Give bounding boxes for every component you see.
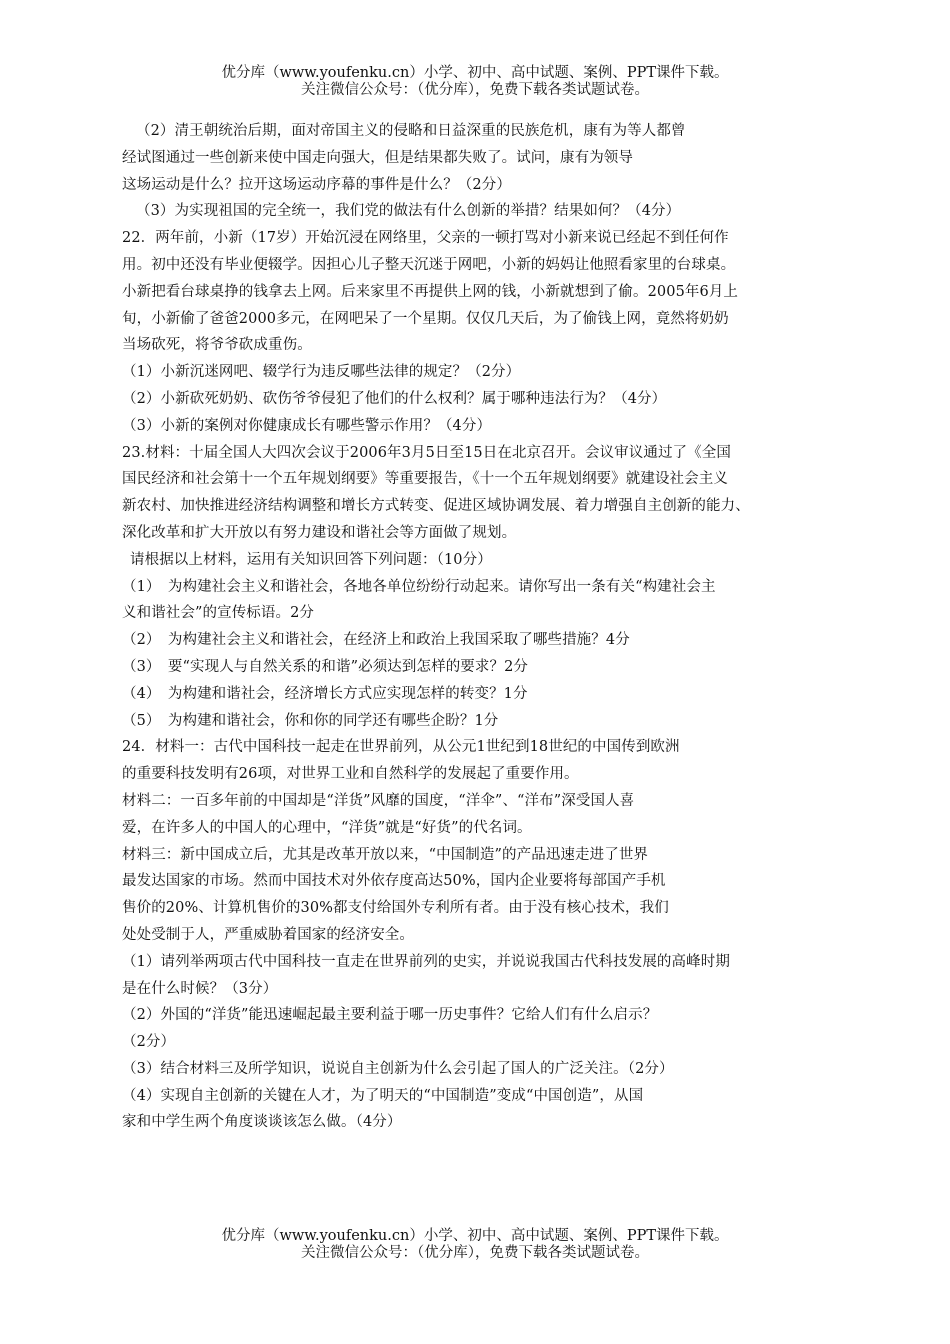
text-line: 新农村、加快推进经济结构调整和增长方式转变、促进区域协调发展、着力增强自主创新的能力、 xyxy=(122,498,750,515)
text-line: 处处受制于人，严重威胁着国家的经济安全。 xyxy=(122,926,414,943)
text-line: （2）清王朝统治后期，面对帝国主义的侵略和日益深重的民族危机，康有为等人都曾 xyxy=(136,123,686,139)
text-line: 22．两年前，小新（17岁）开始沉浸在网络里，父亲的一顿打骂对小新来说已经起不到任何作 xyxy=(122,230,729,247)
text-line: （3）小新的案例对你健康成长有哪些警示作用？（4分） xyxy=(122,417,492,434)
text-line: （5） 为构建和谐社会，你和你的同学还有哪些企盼？1分 xyxy=(122,712,499,729)
text-line: （3） 要“实现人与自然关系的和谐”必须达到怎样的要求？2分 xyxy=(122,658,529,675)
text-line: 爱，在许多人的中国人的心理中，“洋货”就是“好货”的代名词。 xyxy=(122,819,532,836)
header-line-1: 优分库（www.youfenku.cn）小学、初中、高中试题、案例、PPT课件下载。 xyxy=(221,65,729,81)
text-line: 23.材料：十届全国人大四次会议于2006年3月5日至15日在北京召开。会议审议通过了《全国 xyxy=(122,444,731,461)
text-line: 旬，小新偷了爸爸2000多元，在网吧呆了一个星期。仅仅几天后，为了偷钱上网，竟然将奶奶 xyxy=(122,310,729,327)
footer-line-1: 优分库（www.youfenku.cn）小学、初中、高中试题、案例、PPT课件下载。 xyxy=(221,1228,729,1244)
text-line: （2）小新砍死奶奶、砍伤爷爷侵犯了他们的什么权利？属于哪种违法行为？（4分） xyxy=(122,390,667,407)
text-line: 是在什么时候？（3分） xyxy=(122,980,278,997)
document-body xyxy=(122,118,852,1136)
text-line: 最发达国家的市场。然而中国技术对外依存度高达50%，国内企业要将每部国产手机 xyxy=(122,873,666,890)
text-line: （2） 为构建社会主义和谐社会，在经济上和政治上我国采取了哪些措施？4分 xyxy=(122,632,630,649)
text-line: 售价的20%、计算机售价的30%都支付给国外专利所有者。由于没有核心技术，我们 xyxy=(122,900,669,917)
text-line: （1） 为构建社会主义和谐社会，各地各单位纷纷行动起来。请你写出一条有关“构建社会主 xyxy=(122,578,716,595)
text-line: 材料三：新中国成立后，尤其是改革开放以来，“中国制造”的产品迅速走进了世界 xyxy=(122,846,649,863)
text-line: 请根据以上材料，运用有关知识回答下列问题：（10分） xyxy=(130,551,492,568)
text-line: 义和谐社会”的宣传标语。2分 xyxy=(122,605,315,622)
text-line: （3）为实现祖国的完全统一，我们党的做法有什么创新的举措？结果如何？（4分） xyxy=(136,203,681,220)
text-line: 经试图通过一些创新来使中国走向强大，但是结果都失败了。试问，康有为领导 xyxy=(122,149,633,166)
text-line: （4） 为构建和谐社会，经济增长方式应实现怎样的转变？1分 xyxy=(122,685,528,702)
text-line: 深化改革和扩大开放以有努力建设和谐社会等方面做了规划。 xyxy=(122,524,517,541)
text-line: （4）实现自主创新的关键在人才，为了明天的“中国制造”变成“中国创造”，从国 xyxy=(122,1087,644,1104)
page-header xyxy=(0,65,950,99)
header-line-2: 关注微信公众号：（优分库），免费下载各类试题试卷。 xyxy=(301,82,649,98)
text-line: 国民经济和社会第十一个五年规划纲要》等重要报告，《十一个五年规划纲要》就建设社会主义 xyxy=(122,471,728,488)
text-line: 小新把看台球桌挣的钱拿去上网。后来家里不再提供上网的钱，小新就想到了偷。2005年6月上 xyxy=(122,283,739,300)
text-line: 这场运动是什么？拉开这场运动序幕的事件是什么？（2分） xyxy=(122,176,511,193)
text-line: 的重要科技发明有26项，对世界工业和自然科学的发展起了重要作用。 xyxy=(122,766,579,783)
text-line: （1）请列举两项古代中国科技一直走在世界前列的史实，并说说我国古代科技发展的高峰时期 xyxy=(122,953,730,970)
text-line: （2）外国的“洋货”能迅速崛起最主要利益于哪一历史事件？它给人们有什么启示？ xyxy=(122,1007,658,1024)
text-line: （3）结合材料三及所学知识，说说自主创新为什么会引起了国人的广泛关注。（2分） xyxy=(122,1060,674,1077)
text-line: 24．材料一：古代中国科技一起走在世界前列，从公元1世纪到18世纪的中国传到欧洲 xyxy=(122,739,680,756)
text-line: 用。初中还没有毕业便辍学。因担心儿子整天沉迷于网吧，小新的妈妈让他照看家里的台球桌。 xyxy=(122,256,736,273)
text-line: （2分） xyxy=(122,1034,176,1051)
text-line: 材料二：一百多年前的中国却是“洋货”风靡的国度，“洋伞”、“洋布”深受国人喜 xyxy=(122,792,635,809)
text-line: 家和中学生两个角度谈谈该怎么做。（4分） xyxy=(122,1114,402,1131)
text-line: 当场砍死，将爷爷砍成重伤。 xyxy=(122,337,312,354)
text-line: （1）小新沉迷网吧、辍学行为违反哪些法律的规定？（2分） xyxy=(122,364,521,381)
footer-line-2: 关注微信公众号：（优分库），免费下载各类试题试卷。 xyxy=(301,1245,649,1261)
page-footer xyxy=(0,1228,950,1262)
